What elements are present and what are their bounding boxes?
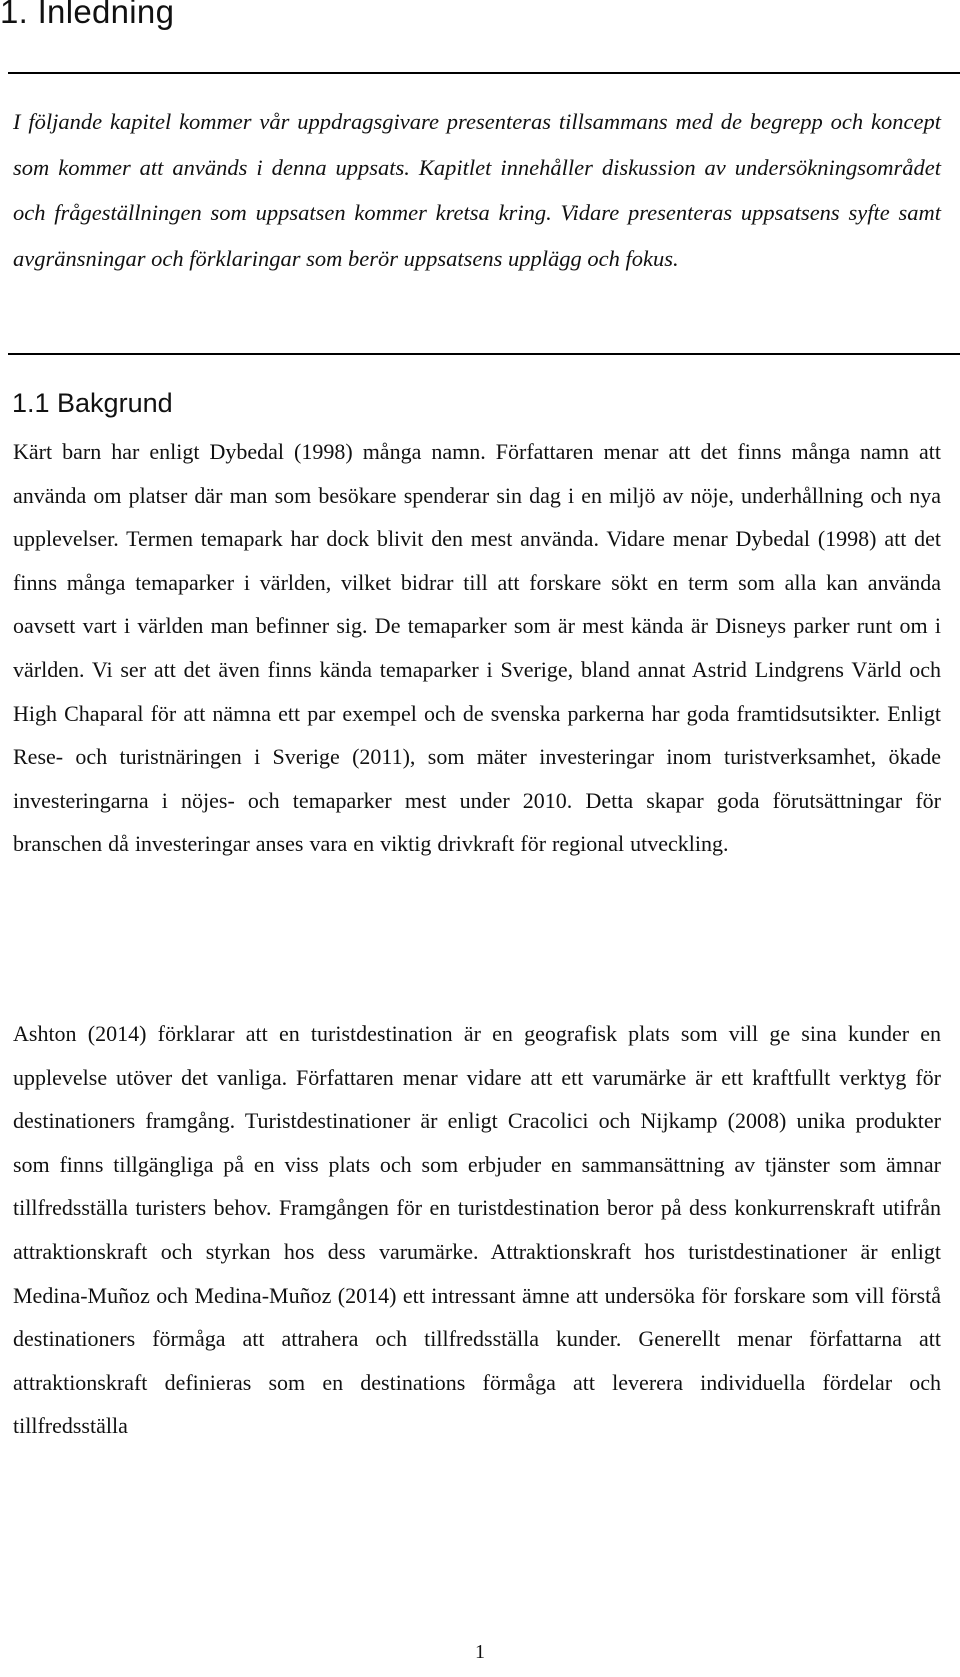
intro-bottom-divider: [8, 353, 960, 355]
chapter-intro: I följande kapitel kommer vår uppdragsgivare presenteras tillsammans med de begrepp och koncept som kommer att används i denna uppsats. Kapitlet innehåller diskussion av undersökningsområdet och frågeställningen som uppsatsen kommer kretsa kring. Vidare presenteras uppsatsens syfte samt avgränsningar och förklaringar som berör uppsatsens upplägg och fokus.: [13, 109, 941, 271]
top-divider: [8, 72, 960, 74]
chapter-title: 1. Inledning: [0, 0, 175, 30]
body-paragraph: Kärt barn har enligt Dybedal (1998) många namn. Författaren menar att det finns många namn att använda om platser där man som besökare spenderar sin dag i en miljö av nöje, underhållning och nya upplevelser. Termen temapark har dock blivit den mest använda. Vidare menar Dybedal (1998) att det finns många temaparker i världen, vilket bidrar till att forskare sökt en term som alla kan använda oavsett vart i världen man befinner sig. De temaparker som är mest kända är Disneys parker runt om i världen. Vi ser att det även finns kända temaparker i Sverige, bland annat Astrid Lindgrens Värld och High Chaparal för att nämna ett par exempel och de svenska parkerna har goda framtidsutsikter. Enligt Rese- och turistnäringen i Sverige (2011), som mäter investeringar inom turistverksamhet, ökade investeringarna i nöjes- och temaparker mest under 2010. Detta skapar goda förutsättningar för branschen då investeringar anses vara en viktig drivkraft för regional utveckling.: [13, 439, 941, 857]
body-paragraph: Ashton (2014) förklarar att en turistdestination är en geografisk plats som vill ge sina kunder en upplevelse utöver det vanliga. Författaren menar vidare att ett varumärke är ett kraftfullt verktyg för destinationers framgång. Turistdestinationer är enligt Cracolici och Nijkamp (2008) unika produkter som finns tillgängliga på en viss plats och som erbjuder en sammansättning av tjänster som ämnar tillfredsställa turisters behov. Framgången för en turistdestination beror på dess konkurrenskraft utifrån attraktionskraft och styrkan hos dess varumärke. Attraktionskraft hos turistdestinationer är enligt Medina-Muñoz och Medina-Muñoz (2014) ett intressant ämne att undersöka för forskare som vill förstå destinationers förmåga att attrahera och tillfredsställa kunder. Generellt menar författarna att attraktionskraft definieras som en destinations förmåga att leverera individuella fördelar och tillfredsställa: [13, 1021, 941, 1439]
section-title: 1.1 Bakgrund: [12, 388, 173, 418]
page-number: 1: [475, 1641, 485, 1663]
